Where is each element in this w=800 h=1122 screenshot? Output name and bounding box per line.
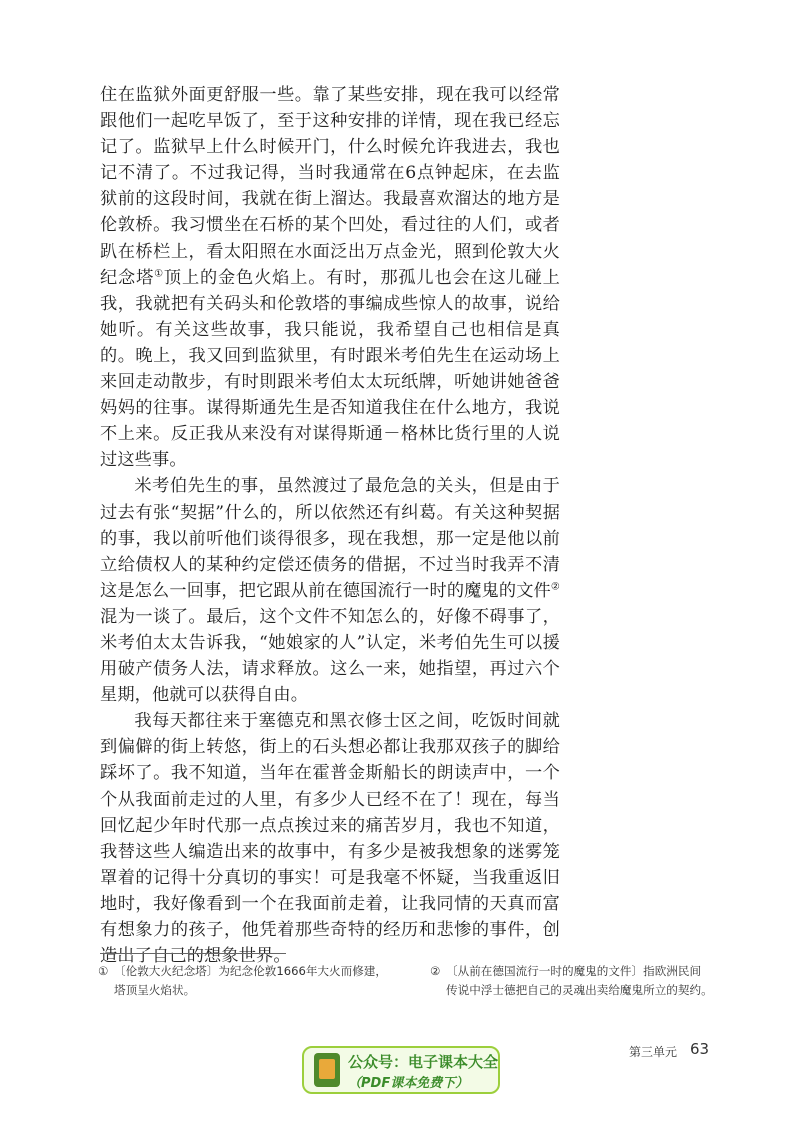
page-number: 63 xyxy=(690,1040,710,1058)
footnote-text: 〔伦敦大火纪念塔〕为纪念伦敦1666年大火而修建， xyxy=(114,964,387,978)
footnote-text-continued: 塔顶呈火焰状。 xyxy=(114,982,196,997)
watermark-banner xyxy=(302,1046,500,1094)
footnote-number: ① xyxy=(98,964,109,978)
watermark-line-2: （PDF课本免费下） xyxy=(348,1076,469,1091)
footnote-1 xyxy=(98,962,398,999)
body-text xyxy=(100,82,560,969)
footnote-marker-1: ① xyxy=(154,267,164,279)
footnote-marker-2: ② xyxy=(550,581,560,593)
footnote-divider xyxy=(100,953,286,954)
footnote-text-continued: 传说中浮士德把自己的灵魂出卖给魔鬼所立的契约。 xyxy=(446,982,713,997)
book-icon xyxy=(314,1053,340,1087)
paragraph-1: 住在监狱外面更舒服一些。靠了某些安排，现在我可以经常跟他们一起吃早饭了，至于这种安排的详情，现在我已经忘记了。监狱早上什么时候开门，什么时候允许我进去，我也记不清了。不过我记得，当时我通常在6点钟起床，在去监狱前的这段时间，我就在街上溜达。我最喜欢溜达的地方是伦敦桥。我习惯坐在石桥的某个凹处，看过往的人们，或者趴在桥栏上，看太阳照在水面泛出万点金光，照到伦敦大火纪念塔①顶上的金色火焰上。有时，那孤儿也会在这儿碰上我，我就把有关码头和伦敦塔的事编成些惊人的故事，说给她听。有关这些故事，我只能说，我希望自己也相信是真的。晚上，我又回到监狱里，有时跟米考伯先生在运动场上来回走动散步，有时則跟米考伯太太玩纸牌，听她讲她爸爸妈妈的往事。谋得斯通先生是否知道我住在什么地方，我说不上来。反正我从来没有对谋得斯通－格林比货行里的人说过这些事。 xyxy=(100,85,560,471)
paragraph-2: 米考伯先生的事，虽然渡过了最危急的关头，但是由于过去有张“契据”什么的，所以依然还有纠葛。有关这种契据的事，我以前听他们谈得很多，现在我想，那一定是他以前立给债权人的某种约定偿还债务的借据，不过当时我弄不清这是怎么一回事，把它跟从前在德国流行一时的魔鬼的文件②混为一谈了。最后，这个文件不知怎么的，好像不碍事了，米考伯太太告诉我，“她娘家的人”认定，米考伯先生可以援用破产债务人法，请求释放。这么一来，她指望，再过六个星期，他就可以获得自由。 xyxy=(100,476,560,706)
footnote-2 xyxy=(430,962,730,999)
unit-label: 第三单元 xyxy=(629,1045,678,1059)
footnote-text: 〔从前在德国流行一时的魔鬼的文件〕指欧洲民间 xyxy=(446,964,702,978)
footnote-number: ② xyxy=(430,964,441,978)
paragraph-3: 我每天都往来于塞德克和黑衣修士区之间，吃饭时间就到偏僻的街上转悠，街上的石头想必都让我那双孩子的脚给踩坏了。我不知道，当年在霍普金斯船长的朗读声中，一个个从我面前走过的人里，有多少人已经不在了！现在，每当回忆起少年时代那一点点挨过来的痛苦岁月，我也不知道，我替这些人编造出来的故事中，有多少是被我想象的迷雾笼罩着的记得十分真切的事实！可是我毫不怀疑，当我重返旧地时，我好像看到一个在我面前走着，让我同情的天真而富有想象力的孩子，他凭着那些奇特的经历和悲惨的事件，创造出了自己的想象世界。 xyxy=(100,711,560,967)
watermark-line-1: 公众号：电子课本大全 xyxy=(348,1053,499,1071)
